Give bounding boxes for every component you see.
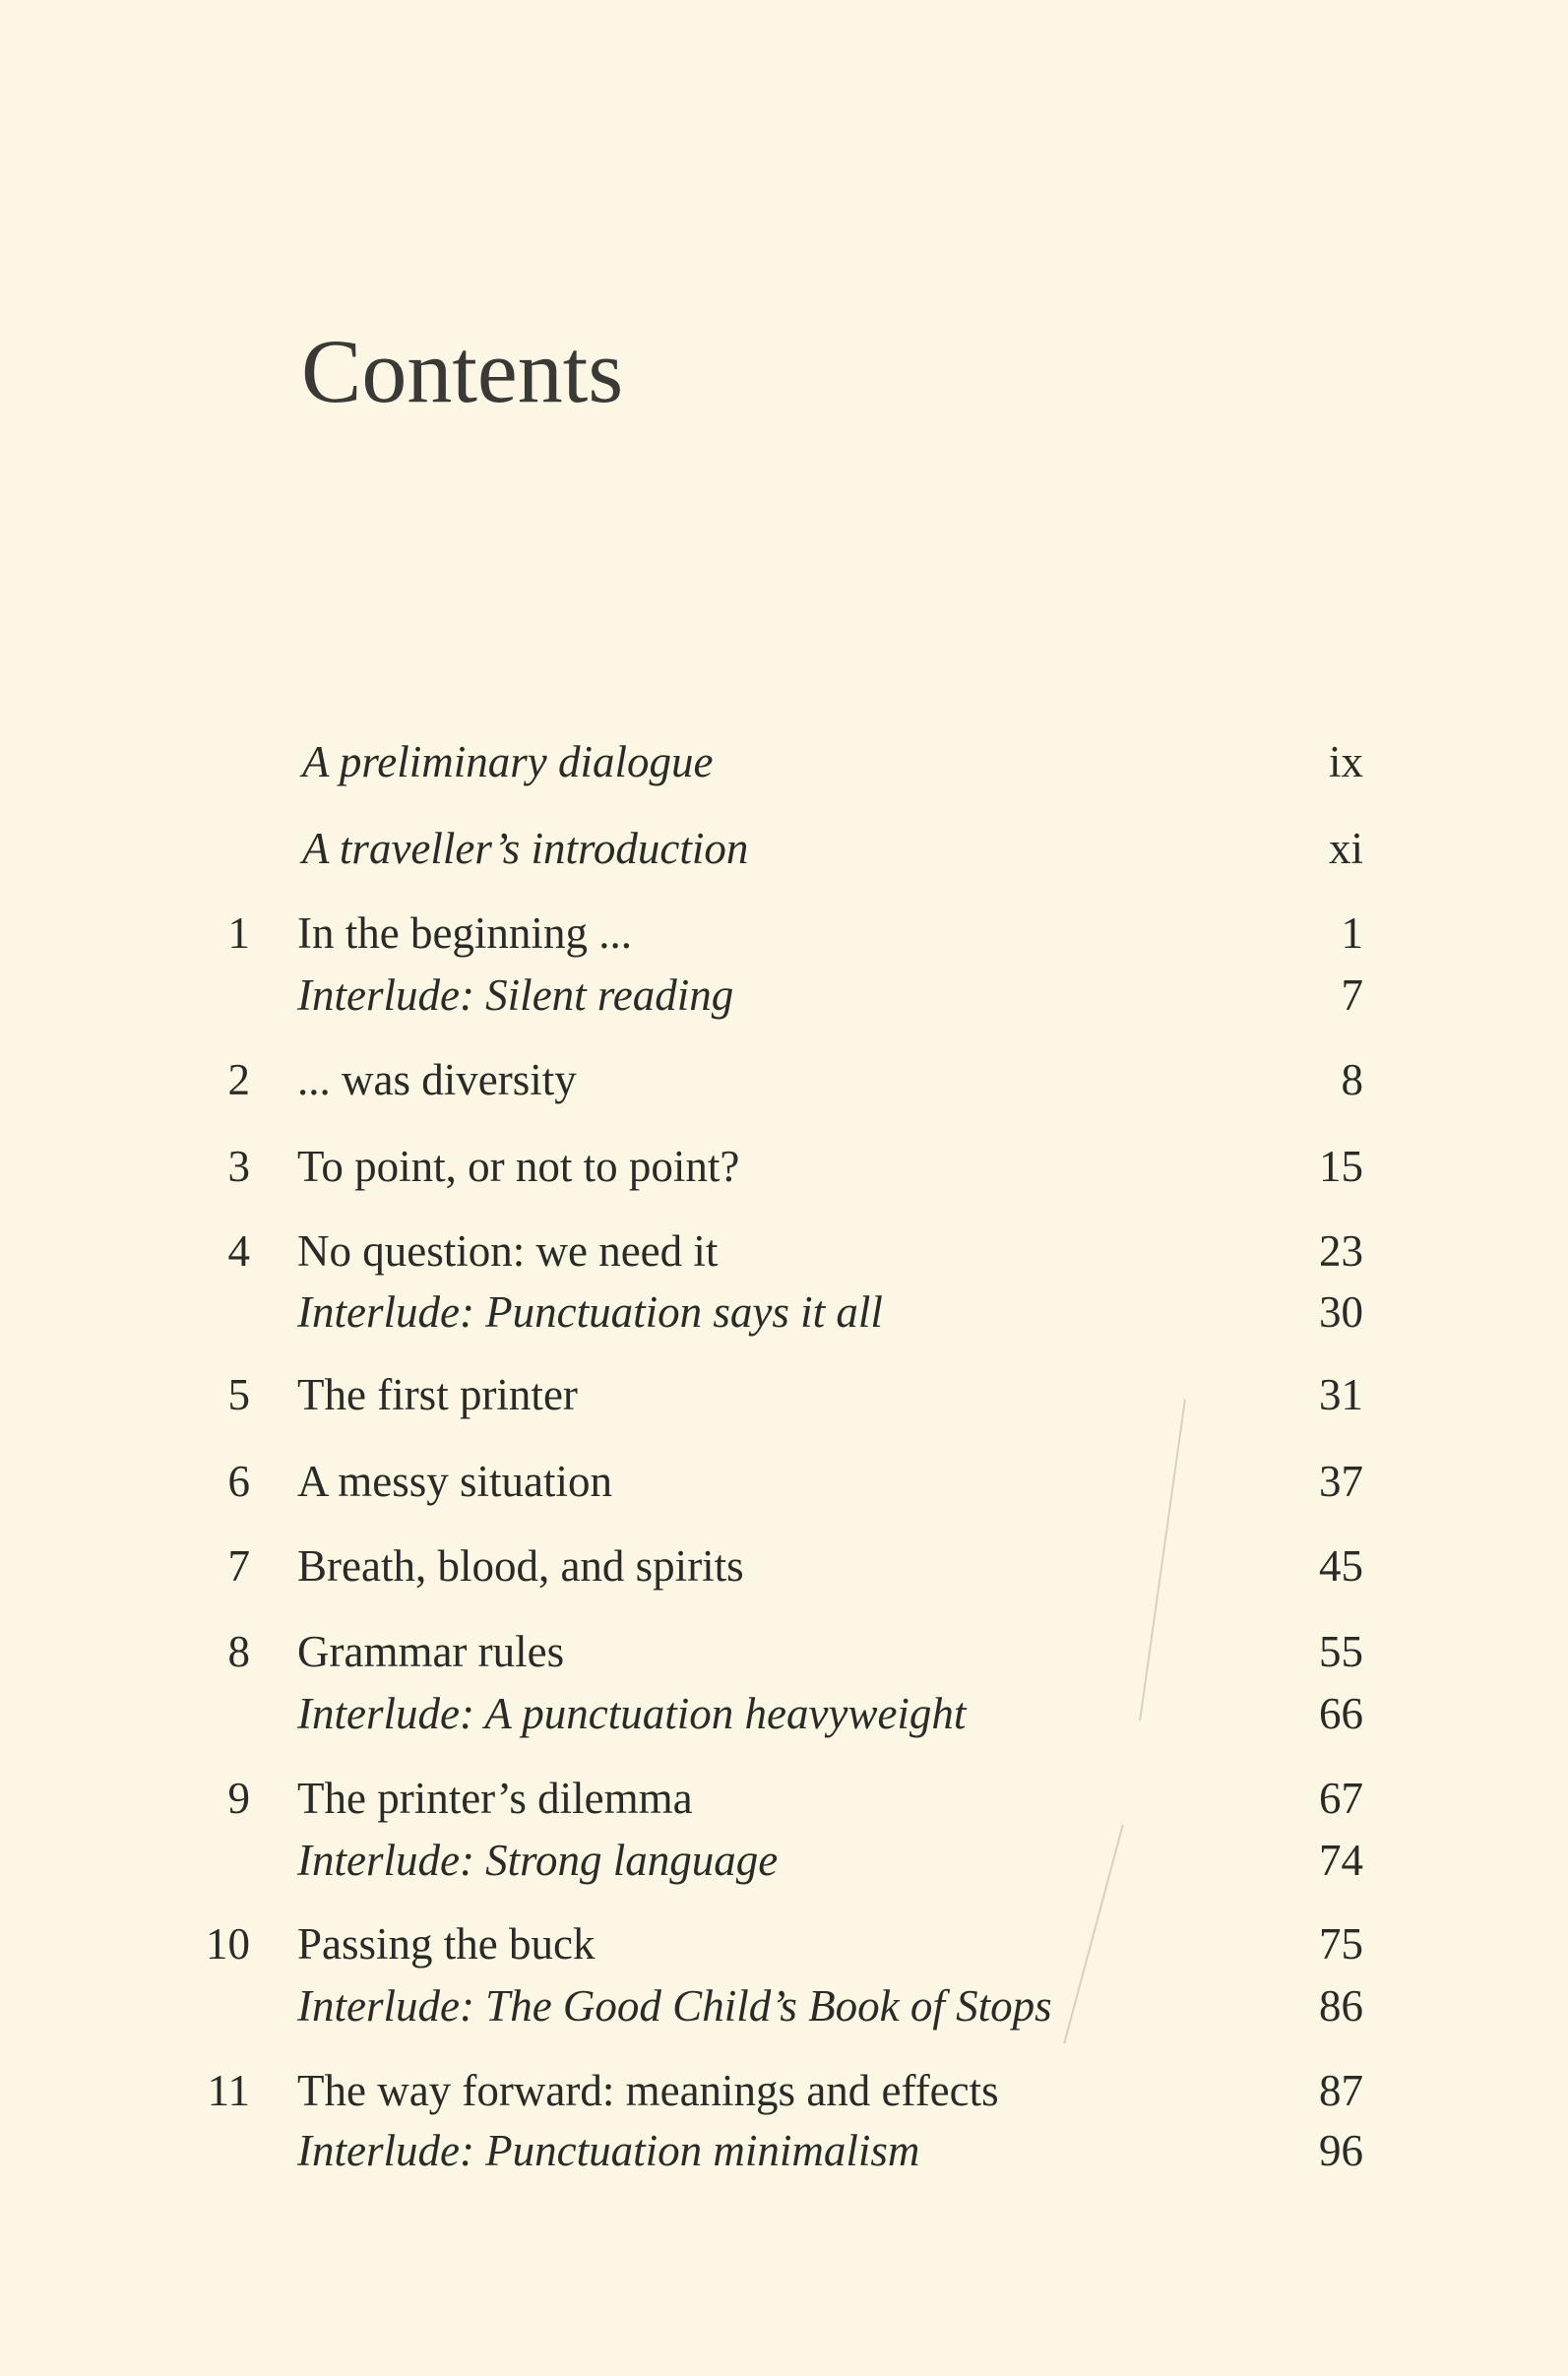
chapter-number: 5 <box>227 1370 250 1419</box>
toc-entry <box>0 961 1568 1030</box>
toc-entry <box>0 1764 1568 1833</box>
chapter-number: 7 <box>227 1541 250 1591</box>
entry-title: Breath, blood, and spirits <box>297 1541 744 1591</box>
chapter-number: 11 <box>207 2066 250 2115</box>
toc-entry <box>0 1360 1568 1429</box>
page-number: 8 <box>1341 1055 1363 1104</box>
entry-title: Interlude: Strong language <box>297 1836 779 1885</box>
toc-entry <box>0 1617 1568 1686</box>
toc-entry <box>0 1971 1568 2040</box>
page-number: 87 <box>1319 2066 1363 2115</box>
chapter-number: 2 <box>227 1055 250 1104</box>
page-number: 15 <box>1319 1142 1363 1191</box>
toc-entry <box>0 1826 1568 1895</box>
toc-entry <box>0 1132 1568 1201</box>
chapter-number: 8 <box>227 1627 250 1676</box>
entry-title: Interlude: A punctuation heavyweight <box>297 1689 967 1738</box>
entry-title: Grammar rules <box>297 1627 565 1676</box>
page-number: 75 <box>1319 1919 1363 1969</box>
entry-title: Interlude: The Good Child’s Book of Stops <box>297 1981 1052 2031</box>
toc-entry <box>0 1045 1568 1114</box>
page-number: 55 <box>1319 1627 1363 1676</box>
page-number: 45 <box>1319 1541 1363 1591</box>
entry-title: A traveller’s introduction <box>302 824 749 873</box>
toc-entry <box>0 2116 1568 2185</box>
toc-entry <box>0 1679 1568 1748</box>
toc-entry <box>0 899 1568 968</box>
entry-title: Interlude: Punctuation minimalism <box>297 2126 920 2175</box>
toc-entry <box>0 2056 1568 2125</box>
entry-title: The first printer <box>297 1370 578 1419</box>
entry-title: No question: we need it <box>297 1226 719 1276</box>
page-number: 7 <box>1341 970 1363 1020</box>
entry-title: A messy situation <box>297 1457 613 1506</box>
page-number: 1 <box>1341 908 1363 958</box>
entry-title: In the beginning ... <box>297 908 632 958</box>
entry-title: A preliminary dialogue <box>302 737 714 786</box>
chapter-number: 3 <box>227 1142 250 1191</box>
page-number: xi <box>1328 824 1363 873</box>
toc-entry <box>0 1532 1568 1600</box>
page-number: 74 <box>1319 1836 1363 1885</box>
page-number: 96 <box>1319 2126 1363 2175</box>
page-title: Contents <box>301 321 624 421</box>
entry-title: Interlude: Silent reading <box>297 970 734 1020</box>
toc-entry <box>0 1909 1568 1978</box>
chapter-number: 10 <box>206 1919 250 1969</box>
chapter-number: 1 <box>227 908 250 958</box>
toc-entry <box>0 1217 1568 1285</box>
page-number: 31 <box>1319 1370 1363 1419</box>
entry-title: The way forward: meanings and effects <box>297 2066 999 2115</box>
page-number: ix <box>1328 737 1363 786</box>
page-number: 66 <box>1319 1689 1363 1738</box>
entry-title: The printer’s dilemma <box>297 1774 693 1823</box>
toc-entry <box>0 1278 1568 1346</box>
chapter-number: 4 <box>227 1226 250 1276</box>
toc-entry <box>0 1447 1568 1516</box>
page-number: 23 <box>1319 1226 1363 1276</box>
page-number: 30 <box>1319 1287 1363 1337</box>
page-number: 86 <box>1319 1981 1363 2031</box>
chapter-number: 9 <box>227 1774 250 1823</box>
page-number: 37 <box>1319 1457 1363 1506</box>
toc-entry <box>0 727 1568 796</box>
chapter-number: 6 <box>227 1457 250 1506</box>
entry-title: To point, or not to point? <box>297 1142 740 1191</box>
toc-entry <box>0 814 1568 883</box>
entry-title: Interlude: Punctuation says it all <box>297 1287 883 1337</box>
entry-title: Passing the buck <box>297 1919 596 1969</box>
entry-title: ... was diversity <box>297 1055 577 1104</box>
page-number: 67 <box>1319 1774 1363 1823</box>
